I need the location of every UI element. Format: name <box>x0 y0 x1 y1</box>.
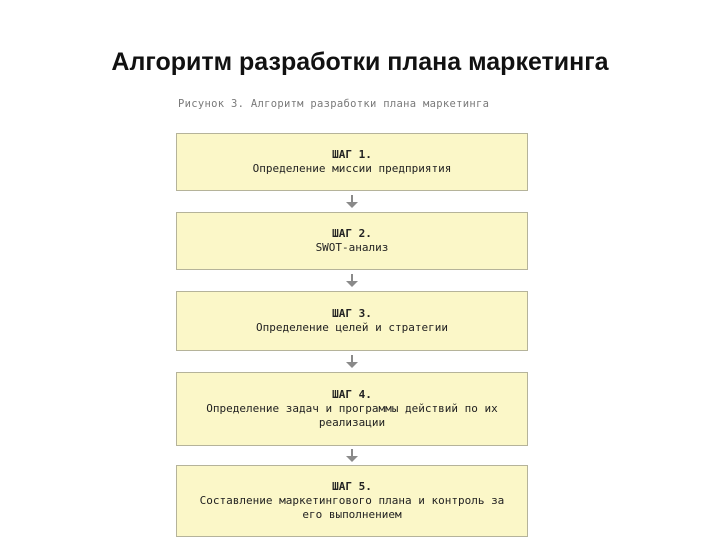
figure-caption: Рисунок 3. Алгоритм разработки плана маркетинга <box>178 98 490 110</box>
step-1-box <box>176 133 528 191</box>
step-4-heading: ШАГ 4. <box>332 388 372 401</box>
down-arrow-icon <box>346 274 358 288</box>
step-3-box <box>176 291 528 351</box>
step-5-heading: ШАГ 5. <box>332 480 372 493</box>
step-2-text: SWOT-анализ <box>315 241 389 254</box>
step-2-box <box>176 212 528 270</box>
slide-title: Алгоритм разработки плана маркетинга <box>111 48 609 76</box>
down-arrow-icon <box>346 449 358 463</box>
step-4-text: Определение задач и программы действий по их реализации <box>206 402 498 429</box>
step-1-text: Определение миссии предприятия <box>252 162 452 175</box>
down-arrow-icon <box>346 195 358 209</box>
step-5-text: Составление маркетингового плана и контроль за его выполнением <box>199 494 505 521</box>
step-5-box <box>176 465 528 537</box>
down-arrow-icon <box>346 355 358 369</box>
step-4-box <box>176 372 528 446</box>
step-3-text: Определение целей и стратегии <box>255 321 449 334</box>
step-3-heading: ШАГ 3. <box>332 307 372 320</box>
step-2-heading: ШАГ 2. <box>332 227 372 240</box>
step-1-heading: ШАГ 1. <box>332 148 372 161</box>
